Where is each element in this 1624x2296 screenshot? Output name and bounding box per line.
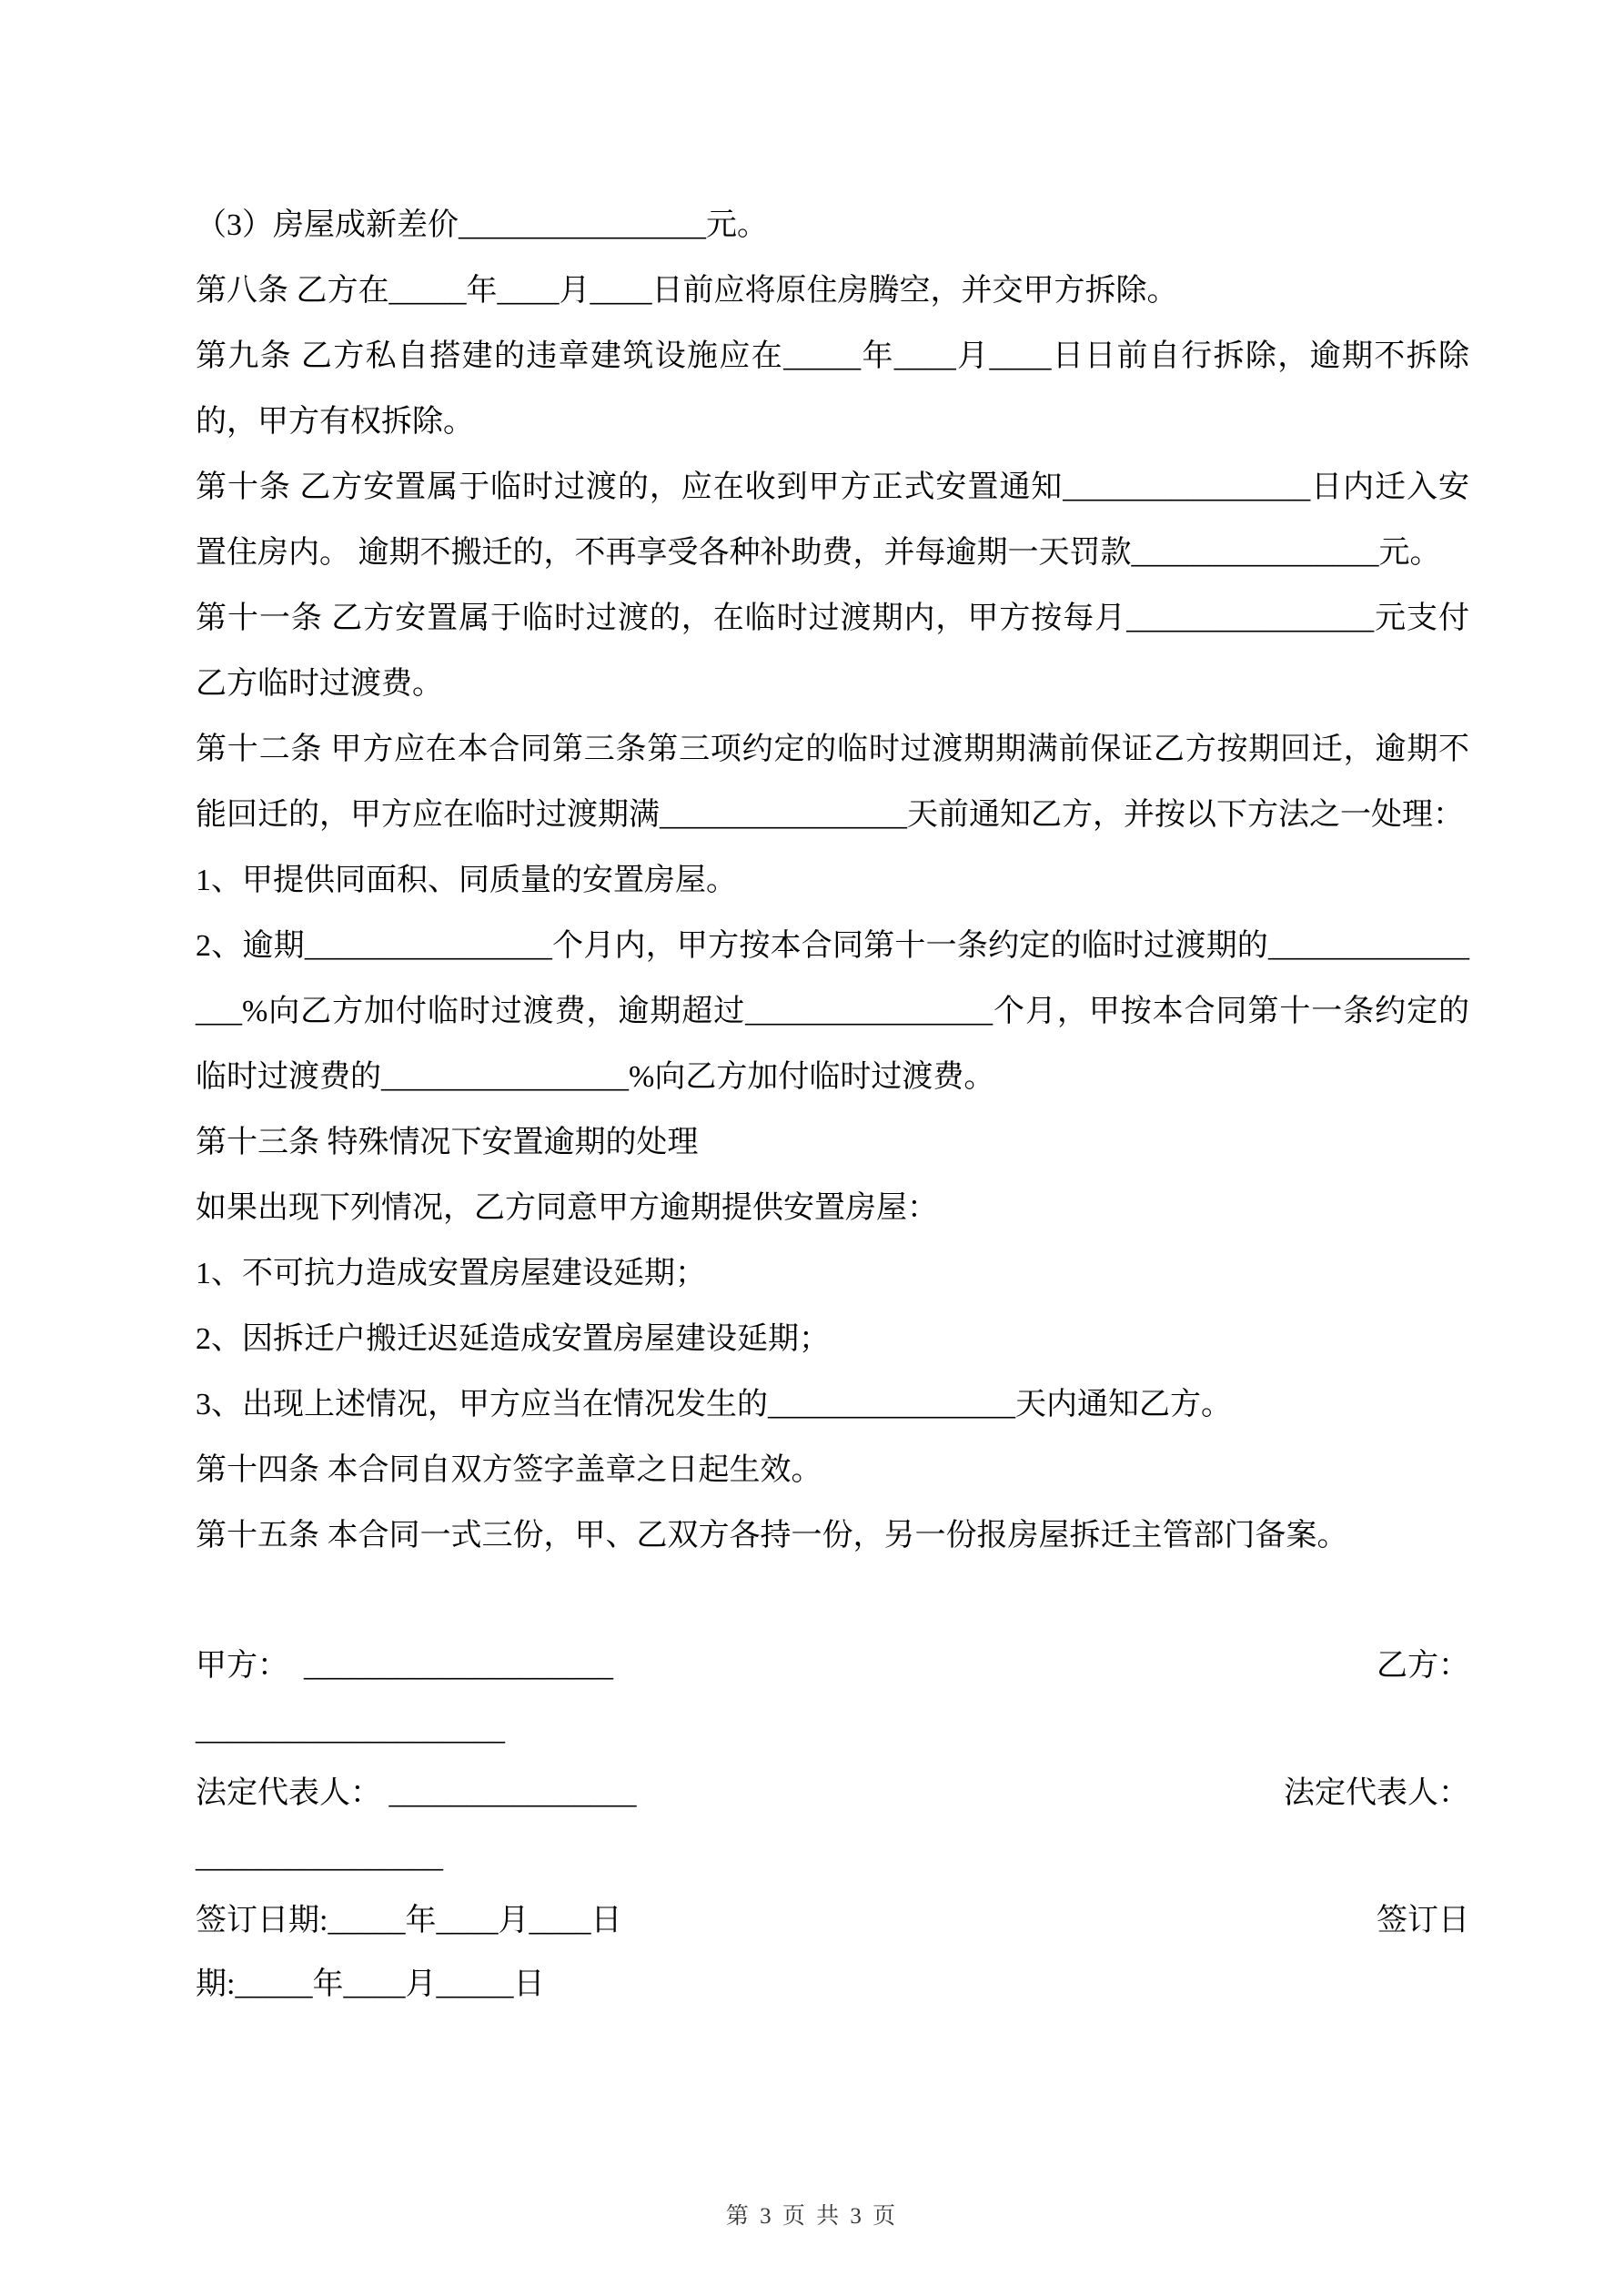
legal-rep-b-blank: ________________ <box>196 1840 443 1874</box>
legal-rep-a-label: 法定代表人： ________________ <box>196 1776 637 1810</box>
contract-body <box>196 193 1469 1569</box>
sign-date-b-label: 签订日 <box>1377 1904 1469 1937</box>
clause-14: 第十四条 本合同自双方签字盖章之日起生效。 <box>196 1453 822 1487</box>
party-b-label: 乙方： <box>1377 1649 1469 1683</box>
legal-rep-blank-line <box>196 1826 1469 1889</box>
sign-date-wrap-line <box>196 1953 1469 2017</box>
clause-8: 第八条 乙方在_____年____月____日前应将原住房腾空，并交甲方拆除。 <box>196 274 1178 308</box>
sign-date-a-label: 签订日期:_____年____月____日 <box>196 1904 622 1937</box>
sign-date-b-continuation: 期:_____年____月_____日 <box>196 1967 545 2001</box>
legal-rep-row <box>196 1762 1469 1826</box>
clause-10: 第十条 乙方安置属于临时过渡的，应在收到甲方正式安置通知________________日内迁入安置住房内。 逾期不搬迁的，不再享受各种补助费，并每逾期一天罚款________________元。 <box>196 470 1469 570</box>
clause-9: 第九条 乙方私自搭建的违章建筑设施应在_____年____月____日日前自行拆除，逾期不拆除的，甲方有权拆除。 <box>196 339 1469 439</box>
page-footer: 第 3 页 共 3 页 <box>725 2204 899 2229</box>
clause-12: 第十二条 甲方应在本合同第三条第三项约定的临时过渡期期满前保证乙方按期回迁，逾期不能回迁的，甲方应在临时过渡期满________________天前通知乙方，并按以下方法之一处理： <box>196 733 1469 832</box>
signature-section <box>196 1634 1469 2017</box>
clause-13-item-2: 2、因拆迁户搬迁迟延造成安置房屋建设延期； <box>196 1322 830 1356</box>
clause-15: 第十五条 本合同一式三份，甲、乙双方各持一份，另一份报房屋拆迁主管部门备案。 <box>196 1519 1348 1553</box>
party-a-label: 甲方： ____________________ <box>196 1649 613 1683</box>
clause-13-item-3: 3、出现上述情况，甲方应当在情况发生的________________天内通知乙方。 <box>196 1388 1232 1421</box>
clause-13-intro: 如果出现下列情况，乙方同意甲方逾期提供安置房屋： <box>196 1191 938 1225</box>
clause-13-item-1: 1、不可抗力造成安置房屋建设延期； <box>196 1257 706 1290</box>
clause-11: 第十一条 乙方安置属于临时过渡的，在临时过渡期内，甲方按每月________________元支付乙方临时过渡费。 <box>196 602 1469 701</box>
clause-item-house-price-diff: （3）房屋成新差价________________元。 <box>196 208 768 242</box>
legal-rep-b-label: 法定代表人： <box>1284 1776 1469 1810</box>
clause-12-option-1: 1、甲提供同面积、同质量的安置房屋。 <box>196 864 737 897</box>
sign-date-row <box>196 1889 1469 1953</box>
clause-12-option-2: 2、逾期________________个月内，甲方按本合同第十一条约定的临时过渡期的________________%向乙方加付临时过渡费，逾期超过________________个月，甲按本合同第十一条约定的临时过渡费的________________%向乙方加付临时过渡费。 <box>196 929 1469 1094</box>
party-a-row <box>196 1634 1469 1698</box>
party-b-blank: ____________________ <box>196 1713 505 1746</box>
party-b-blank-line <box>196 1698 1469 1762</box>
clause-13-title: 第十三条 特殊情况下安置逾期的处理 <box>196 1126 699 1159</box>
